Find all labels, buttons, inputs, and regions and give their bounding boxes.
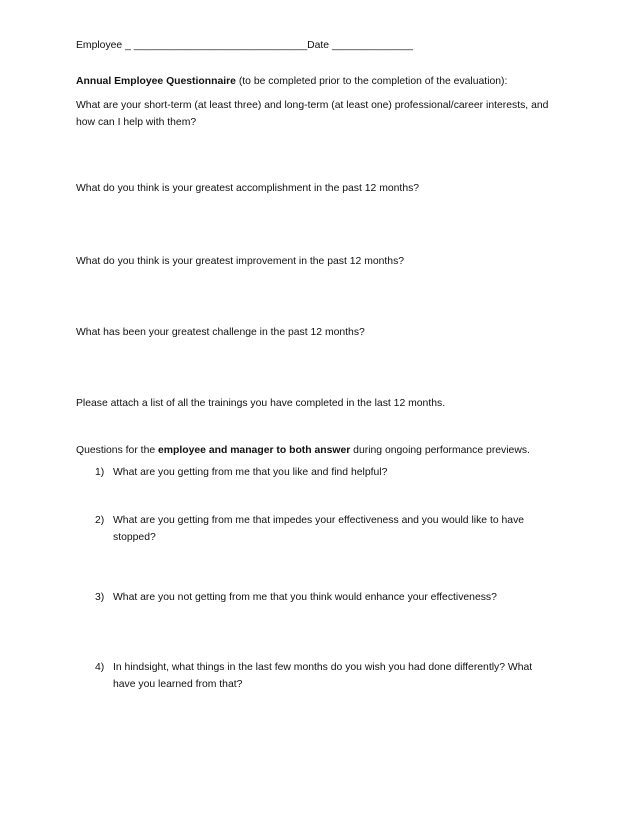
list-item bbox=[95, 464, 555, 481]
list-item bbox=[95, 589, 555, 606]
list-item-text: What are you getting from me that impedes your effectiveness and you would like to have stopped? bbox=[113, 515, 525, 543]
question-challenge: What has been your greatest challenge in the past 12 months? bbox=[76, 327, 365, 338]
questionnaire-note: (to be completed prior to the completion of the evaluation): bbox=[235, 76, 508, 87]
list-item-number: 4) bbox=[95, 662, 105, 673]
date-field-label: Date ______________ bbox=[307, 40, 413, 51]
ongoing-intro-after: during ongoing performance previews. bbox=[350, 445, 530, 456]
list-item-text: What are you not getting from me that you think would enhance your effectiveness? bbox=[113, 592, 497, 603]
list-item bbox=[95, 512, 555, 546]
list-item-number: 2) bbox=[95, 515, 105, 526]
list-item bbox=[95, 659, 555, 693]
list-item-text: What are you getting from me that you like and find helpful? bbox=[113, 467, 388, 478]
questionnaire-heading-line bbox=[76, 73, 566, 90]
list-item-text: In hindsight, what things in the last few months do you wish you had done differently? What have you learned from that? bbox=[113, 662, 533, 690]
ongoing-intro-before: Questions for the bbox=[76, 445, 159, 456]
ongoing-intro-bold: employee and manager to both answer bbox=[158, 445, 351, 456]
question-improvement: What do you think is your greatest improvement in the past 12 months? bbox=[76, 256, 405, 267]
employee-date-line bbox=[76, 37, 566, 54]
ongoing-questions-intro bbox=[76, 442, 566, 459]
questionnaire-title: Annual Employee Questionnaire bbox=[76, 76, 236, 87]
question-career-interests: What are your short-term (at least three) and long-term (at least one) professional/career interests, and how can I help with them? bbox=[76, 100, 549, 128]
list-item-number: 3) bbox=[95, 592, 105, 603]
question-accomplishment: What do you think is your greatest accomplishment in the past 12 months? bbox=[76, 183, 420, 194]
trainings-instruction: Please attach a list of all the trainings you have completed in the last 12 months. bbox=[76, 398, 446, 409]
employee-field-label: Employee _ ______________________________ bbox=[76, 40, 308, 51]
list-item-number: 1) bbox=[95, 467, 105, 478]
